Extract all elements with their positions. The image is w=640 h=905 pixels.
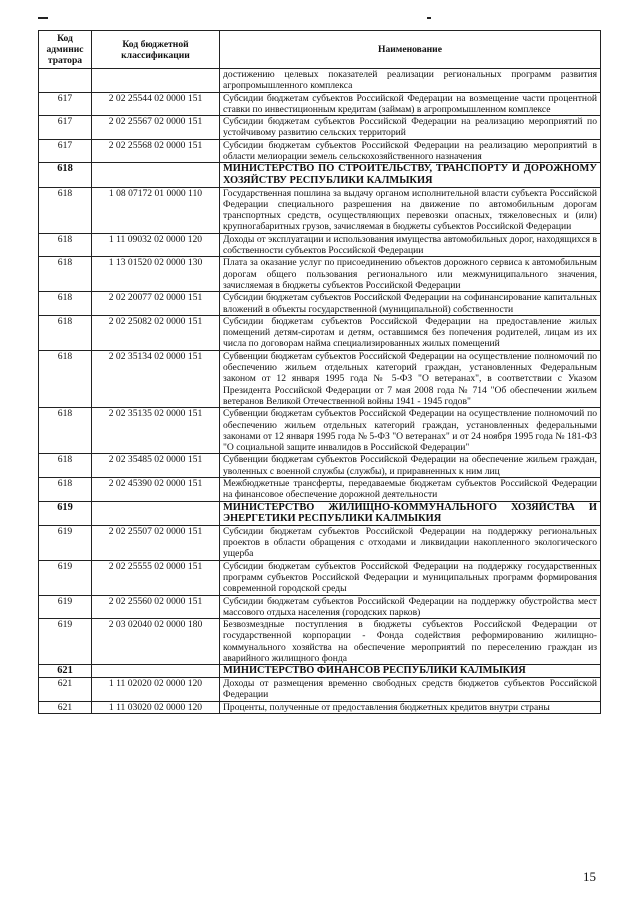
name-cell: Субвенции бюджетам субъектов Российской Федерации на обеспечение жильем граждан, уволенных с военной службы (службы), и приравненных к ним лиц: [220, 454, 601, 478]
top-mark-right: [427, 17, 431, 19]
kbk-code-cell: 2 02 25568 02 0000 151: [92, 139, 220, 163]
admin-code-cell: [39, 69, 92, 93]
admin-code-cell: 617: [39, 116, 92, 140]
table-row: [39, 292, 601, 316]
admin-code-cell: 619: [39, 619, 92, 665]
name-cell: Субвенции бюджетам субъектов Российской Федерации на осуществление полномочий по обеспечению жильем отдельных категорий граждан, установленных федеральными законами от 12 января 1995 года № 5-ФЗ "О ветеранах" и от 24 ноября 1995 года № 181-ФЗ "О социальной защите инвалидов в Российской Федерации": [220, 408, 601, 454]
kbk-code-cell: 1 13 01520 02 0000 130: [92, 257, 220, 292]
admin-code-cell: 617: [39, 139, 92, 163]
name-cell: Субсидии бюджетам субъектов Российской Федерации на поддержку обустройства мест массового отдыха населения (городских парков): [220, 595, 601, 619]
name-cell: достижению целевых показателей реализации региональных программ развития агропромышленного комплекса: [220, 69, 601, 93]
table-row: [39, 560, 601, 595]
ministry-heading-row: [39, 163, 601, 187]
admin-code-cell: 619: [39, 560, 92, 595]
kbk-code-cell: 1 11 09032 02 0000 120: [92, 233, 220, 257]
table-header-row: [39, 31, 601, 69]
table-row: [39, 69, 601, 93]
table-row: [39, 525, 601, 560]
kbk-code-cell: 2 03 02040 02 0000 180: [92, 619, 220, 665]
kbk-code-cell: 2 02 25544 02 0000 151: [92, 92, 220, 116]
kbk-code-cell: 1 11 03020 02 0000 120: [92, 701, 220, 713]
kbk-code-cell: 2 02 35135 02 0000 151: [92, 408, 220, 454]
table-row: [39, 116, 601, 140]
kbk-code-cell: 1 11 02020 02 0000 120: [92, 677, 220, 701]
name-cell: Государственная пошлина за выдачу органом исполнительной власти субъекта Российской Федерации специального разрешения на движение по автомобильным дорогам транспортных средств, осуществляющих перевозки опасных, тяжеловесных и (или) крупногабаритных грузов, зачисляемая в бюджеты субъектов Российской Федерации: [220, 187, 601, 233]
header-admin-code: [39, 31, 92, 69]
name-cell: Субсидии бюджетам субъектов Российской Федерации на поддержку региональных проектов в области обращения с отходами и ликвидации накопленного экологического ущерба: [220, 525, 601, 560]
header-kbk: [92, 31, 220, 69]
kbk-code-cell: 1 08 07172 01 0000 110: [92, 187, 220, 233]
table-row: [39, 92, 601, 116]
header-admin-line: админис: [46, 44, 84, 55]
kbk-code-cell: 2 02 25567 02 0000 151: [92, 116, 220, 140]
header-kbk-line: Код бюджетной: [122, 38, 189, 50]
admin-code-cell: 621: [39, 701, 92, 713]
table-row: [39, 677, 601, 701]
budget-codes-table: [38, 30, 601, 714]
admin-code-cell: 618: [39, 408, 92, 454]
table-row: [39, 408, 601, 454]
table-row: [39, 139, 601, 163]
name-cell: Субсидии бюджетам субъектов Российской Федерации на реализацию мероприятий в области мелиорации земель сельскохозяйственного назначения: [220, 139, 601, 163]
kbk-code-cell: 2 02 35485 02 0000 151: [92, 454, 220, 478]
kbk-code-cell: 2 02 45390 02 0000 151: [92, 477, 220, 501]
table-row: [39, 701, 601, 713]
name-cell: Проценты, полученные от предоставления бюджетных кредитов внутри страны: [220, 701, 601, 713]
admin-code-cell: 618: [39, 477, 92, 501]
top-mark-left: [38, 17, 48, 19]
admin-code-cell: 618: [39, 350, 92, 407]
admin-code-cell: 619: [39, 501, 92, 525]
name-cell: Субсидии бюджетам субъектов Российской Федерации на возмещение части процентной ставки по инвестиционным кредитам (займам) в агропромышленном комплексе: [220, 92, 601, 116]
name-cell: Межбюджетные трансферты, передаваемые бюджетам субъектов Российской Федерации на финансовое обеспечение дорожной деятельности: [220, 477, 601, 501]
kbk-code-cell: [92, 163, 220, 187]
table-row: [39, 187, 601, 233]
table-row: [39, 233, 601, 257]
admin-code-cell: 618: [39, 257, 92, 292]
table-row: [39, 315, 601, 350]
admin-code-cell: 618: [39, 292, 92, 316]
name-cell: Субсидии бюджетам субъектов Российской Федерации на софинансирование капитальных вложений в объекты государственной (муниципальной) собственности: [220, 292, 601, 316]
table-row: [39, 350, 601, 407]
header-admin-line: тратора: [47, 55, 83, 66]
name-cell: МИНИСТЕРСТВО ЖИЛИЩНО-КОММУНАЛЬНОГО ХОЗЯЙСТВА И ЭНЕРГЕТИКИ РЕСПУБЛИКИ КАЛМЫКИЯ: [220, 501, 601, 525]
admin-code-cell: 621: [39, 677, 92, 701]
header-kbk-line: классификации: [121, 49, 190, 61]
admin-code-cell: 618: [39, 163, 92, 187]
page-number: 15: [583, 869, 596, 884]
admin-code-cell: 618: [39, 187, 92, 233]
table-row: [39, 619, 601, 665]
name-cell: Доходы от эксплуатации и использования имущества автомобильных дорог, находящихся в собственности субъектов Российской Федерации: [220, 233, 601, 257]
name-cell: Субсидии бюджетам субъектов Российской Федерации на предоставление жилых помещений детям-сиротам и детям, оставшимся без попечения родителей, лицам из их числа по договорам найма специализированных жилых помещений: [220, 315, 601, 350]
admin-code-cell: 619: [39, 525, 92, 560]
header-name: Наименование: [220, 31, 601, 69]
admin-code-cell: 619: [39, 595, 92, 619]
kbk-code-cell: [92, 501, 220, 525]
name-cell: Безвозмездные поступления в бюджеты субъектов Российской Федерации от государственной корпорации - Фонда содействия реформированию жилищно-коммунального хозяйства на обеспечение мероприятий по переселению граждан из аварийного жилищного фонда: [220, 619, 601, 665]
kbk-code-cell: 2 02 25082 02 0000 151: [92, 315, 220, 350]
name-cell: Плата за оказание услуг по присоединению объектов дорожного сервиса к автомобильным дорогам общего пользования регионального или межмуниципального значения, зачисляемая в бюджеты субъектов Российской Федерации: [220, 257, 601, 292]
name-cell: Субвенции бюджетам субъектов Российской Федерации на осуществление полномочий по обеспечению жильем отдельных категорий граждан, установленных Федеральным законом от 12 января 1995 года № 5-ФЗ "О ветеранах", в соответствии с Указом Президента Российской Федерации от 7 мая 2008 года № 714 "Об обеспечении жильем ветеранов Великой Отечественной войны 1941 - 1945 годов": [220, 350, 601, 407]
admin-code-cell: 618: [39, 233, 92, 257]
admin-code-cell: 618: [39, 315, 92, 350]
admin-code-cell: 618: [39, 454, 92, 478]
name-cell: МИНИСТЕРСТВО ФИНАНСОВ РЕСПУБЛИКИ КАЛМЫКИЯ: [220, 665, 601, 678]
kbk-code-cell: 2 02 25560 02 0000 151: [92, 595, 220, 619]
kbk-code-cell: [92, 665, 220, 678]
table-row: [39, 477, 601, 501]
ministry-heading-row: [39, 501, 601, 525]
name-cell: Субсидии бюджетам субъектов Российской Федерации на поддержку государственных программ субъектов Российской Федерации и муниципальных программ формирования современной городской среды: [220, 560, 601, 595]
table-row: [39, 595, 601, 619]
kbk-code-cell: 2 02 35134 02 0000 151: [92, 350, 220, 407]
kbk-code-cell: [92, 69, 220, 93]
ministry-heading-row: [39, 665, 601, 678]
kbk-code-cell: 2 02 20077 02 0000 151: [92, 292, 220, 316]
table-row: [39, 257, 601, 292]
name-cell: Субсидии бюджетам субъектов Российской Федерации на реализацию мероприятий по устойчивому развитию сельских территорий: [220, 116, 601, 140]
admin-code-cell: 621: [39, 665, 92, 678]
admin-code-cell: 617: [39, 92, 92, 116]
table-row: [39, 454, 601, 478]
name-cell: Доходы от размещения временно свободных средств бюджетов субъектов Российской Федерации: [220, 677, 601, 701]
header-admin-line: Код: [57, 33, 73, 44]
kbk-code-cell: 2 02 25555 02 0000 151: [92, 560, 220, 595]
kbk-code-cell: 2 02 25507 02 0000 151: [92, 525, 220, 560]
name-cell: МИНИСТЕРСТВО ПО СТРОИТЕЛЬСТВУ, ТРАНСПОРТУ И ДОРОЖНОМУ ХОЗЯЙСТВУ РЕСПУБЛИКИ КАЛМЫКИЯ: [220, 163, 601, 187]
